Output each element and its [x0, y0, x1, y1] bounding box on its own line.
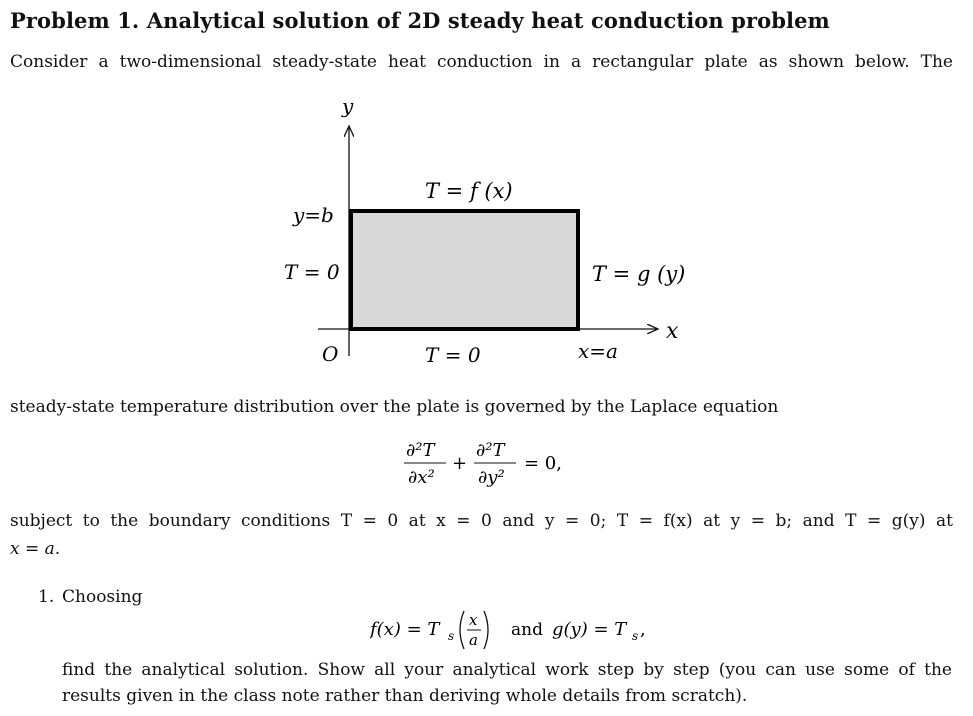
boundary-conditions-text: subject to the boundary conditions T = 0 at x = 0 and y = 0; T = f(x) at y = b; and T = g(y) at — [10, 511, 953, 531]
y-equals-b-label: y=b — [293, 203, 334, 227]
instructions-line-1: find the analytical solution. Show all your analytical work step by step (you can use some of the — [62, 660, 952, 680]
laplace-denominator-2: ∂y² — [478, 467, 505, 488]
choice-fraction-numerator: x — [469, 611, 478, 629]
choice-rhs: g(y) = T — [552, 619, 627, 640]
laplace-denominator-1: ∂x² — [408, 467, 435, 488]
choice-and: and — [511, 620, 543, 640]
intro-paragraph: Consider a two-dimensional steady-state heat conduction in a rectangular plate as shown below. The — [10, 52, 953, 72]
laplace-rhs: = 0, — [524, 453, 562, 474]
x-axis-label: x — [666, 319, 679, 344]
x-equals-a-text: x = a. — [10, 539, 61, 559]
problem-title: Problem 1. Analytical solution of 2D steady heat conduction problem — [10, 8, 830, 33]
choice-rhs-subscript: s — [632, 629, 639, 643]
laplace-plus: + — [452, 453, 468, 474]
choice-lhs: f(x) = T — [370, 619, 440, 640]
laplace-equation — [400, 436, 600, 492]
laplace-intro-text: steady-state temperature distribution over the plate is governed by the Laplace equation — [10, 397, 779, 417]
choice-fraction-denominator: a — [469, 631, 478, 649]
choice-end: , — [640, 619, 646, 640]
laplace-numerator-2: ∂²T — [476, 440, 505, 461]
origin-label: O — [322, 342, 339, 366]
bottom-boundary-condition: T = 0 — [425, 343, 481, 367]
left-boundary-condition: T = 0 — [284, 260, 340, 284]
y-axis-label: y — [342, 94, 354, 118]
item-number: 1. — [38, 587, 55, 607]
x-equals-a-label: x=a — [578, 339, 618, 363]
plate-rectangle — [351, 211, 578, 329]
top-boundary-condition: T = f (x) — [425, 179, 513, 203]
choosing-label: Choosing — [62, 587, 143, 607]
choice-lhs-subscript: s — [448, 629, 455, 643]
instructions-line-2: results given in the class note rather than deriving whole details from scratch). — [62, 686, 748, 706]
right-boundary-condition: T = g (y) — [592, 262, 686, 286]
laplace-numerator-1: ∂²T — [406, 440, 435, 461]
boundary-choice-equation — [370, 605, 670, 655]
